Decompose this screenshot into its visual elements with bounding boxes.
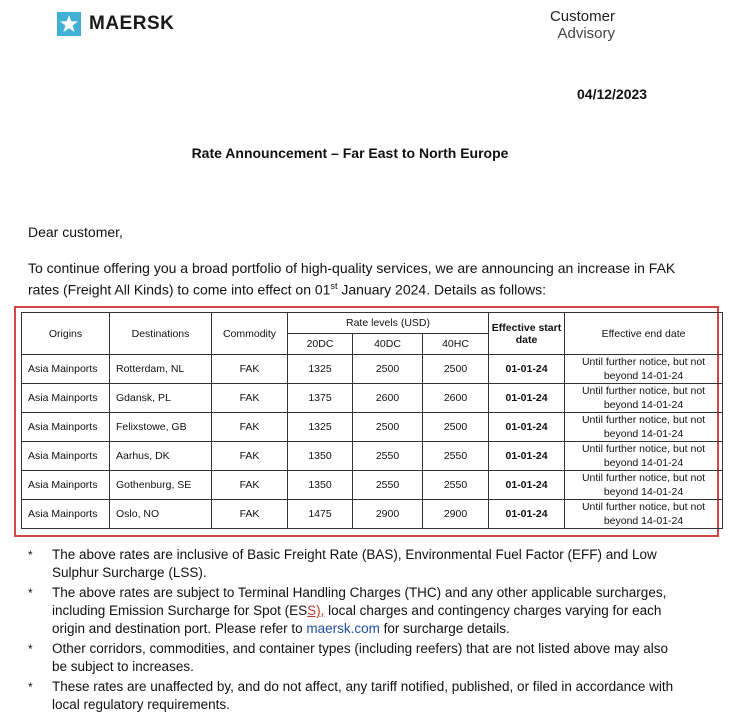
cell-commodity: FAK xyxy=(212,384,288,413)
header-rate-levels: Rate levels (USD) xyxy=(288,313,489,334)
table-row xyxy=(22,500,723,529)
cell-20dc: 1375 xyxy=(288,384,353,413)
advisory-line-2: Advisory xyxy=(557,25,615,42)
cell-40hc: 2550 xyxy=(423,471,489,500)
intro-text-a: To continue offering you a broad portfolio of high-quality services, we are announcing an increase in FAK rates (Freight All Kinds) to come into effect on 01 xyxy=(28,260,676,298)
cell-40hc: 2600 xyxy=(423,384,489,413)
table-row xyxy=(22,384,723,413)
cell-start-date: 01-01-24 xyxy=(489,442,565,471)
bullet-marker: * xyxy=(28,548,33,562)
end-date-line-2: beyond 14-01-24 xyxy=(603,399,684,411)
cell-40hc: 2900 xyxy=(423,500,489,529)
header-destinations: Destinations xyxy=(110,313,212,355)
cell-start-date: 01-01-24 xyxy=(489,384,565,413)
cell-origin: Asia Mainports xyxy=(22,471,110,500)
cell-destination: Gothenburg, SE xyxy=(110,471,212,500)
cell-commodity: FAK xyxy=(212,500,288,529)
notes-list xyxy=(20,546,675,716)
header-origins: Origins xyxy=(22,313,110,355)
cell-20dc: 1350 xyxy=(288,442,353,471)
cell-start-date: 01-01-24 xyxy=(489,500,565,529)
bullet-marker: * xyxy=(28,642,33,656)
intro-sup: st xyxy=(330,281,338,291)
cell-commodity: FAK xyxy=(212,471,288,500)
cell-40dc: 2550 xyxy=(353,471,423,500)
salutation: Dear customer, xyxy=(28,224,123,240)
end-date-line-1: Until further notice, but not xyxy=(581,356,706,368)
cell-destination: Rotterdam, NL xyxy=(110,355,212,384)
cell-end-date xyxy=(565,384,723,413)
end-date-line-2: beyond 14-01-24 xyxy=(603,486,684,498)
end-date-line-2: beyond 14-01-24 xyxy=(603,428,684,440)
star-icon xyxy=(57,12,81,36)
note-text: The above rates are inclusive of Basic Freight Rate (BAS), Environmental Fuel Factor (EFF) and Low Sulphur Surcharge (LSS). xyxy=(52,547,657,580)
end-date-line-1: Until further notice, but not xyxy=(581,414,706,426)
document-date: 04/12/2023 xyxy=(577,86,648,102)
brand-name: MAERSK xyxy=(89,13,175,34)
end-date-line-2: beyond 14-01-24 xyxy=(603,370,684,382)
cell-40dc: 2500 xyxy=(353,355,423,384)
header-40dc: 40DC xyxy=(353,334,423,355)
cell-20dc: 1475 xyxy=(288,500,353,529)
end-date-line-1: Until further notice, but not xyxy=(581,385,706,397)
cell-start-date: 01-01-24 xyxy=(489,355,565,384)
note-text-d: for surcharge details. xyxy=(379,621,510,636)
end-date-line-1: Until further notice, but not xyxy=(581,501,706,513)
maersk-logo xyxy=(57,12,174,36)
cell-end-date xyxy=(565,442,723,471)
cell-40dc: 2550 xyxy=(353,442,423,471)
cell-origin: Asia Mainports xyxy=(22,500,110,529)
note-text-marked: S), xyxy=(307,603,325,618)
note-text-a: The above rates are subject to Terminal Handling Charges (THC) and any other applicable surcharges, including Emission Surcharge for Spot (ES xyxy=(52,585,667,618)
cell-20dc: 1325 xyxy=(288,355,353,384)
header-commodity: Commodity xyxy=(212,313,288,355)
cell-40hc: 2500 xyxy=(423,413,489,442)
note-item xyxy=(20,640,675,676)
cell-commodity: FAK xyxy=(212,413,288,442)
cell-commodity: FAK xyxy=(212,355,288,384)
header-effective-start: Effective start date xyxy=(489,313,565,355)
cell-destination: Aarhus, DK xyxy=(110,442,212,471)
cell-origin: Asia Mainports xyxy=(22,355,110,384)
intro-paragraph xyxy=(28,259,698,299)
document-title: Rate Announcement – Far East to North Europe xyxy=(191,145,509,161)
cell-40dc: 2500 xyxy=(353,413,423,442)
cell-destination: Felixstowe, GB xyxy=(110,413,212,442)
table-row xyxy=(22,413,723,442)
maersk-link[interactable]: maersk.com xyxy=(306,621,380,636)
note-text: These rates are unaffected by, and do not affect, any tariff notified, published, or filed in accordance with local regulatory requirements. xyxy=(52,679,674,712)
cell-origin: Asia Mainports xyxy=(22,384,110,413)
header-40hc: 40HC xyxy=(423,334,489,355)
cell-origin: Asia Mainports xyxy=(22,442,110,471)
note-text-c: local charges and contingency charges varying for each origin and destination port. Please refer to xyxy=(52,603,662,636)
cell-end-date xyxy=(565,355,723,384)
cell-origin: Asia Mainports xyxy=(22,413,110,442)
end-date-line-2: beyond 14-01-24 xyxy=(603,457,684,469)
document-type xyxy=(550,8,615,42)
rates-table xyxy=(21,312,723,529)
end-date-line-1: Until further notice, but not xyxy=(581,443,706,455)
cell-end-date xyxy=(565,471,723,500)
note-item xyxy=(20,546,675,582)
cell-start-date: 01-01-24 xyxy=(489,471,565,500)
note-item xyxy=(20,678,675,714)
cell-20dc: 1325 xyxy=(288,413,353,442)
cell-40dc: 2900 xyxy=(353,500,423,529)
header-effective-end: Effective end date xyxy=(565,313,723,355)
note-text: Other corridors, commodities, and container types (including reefers) that are not listed above may also be subject to increases. xyxy=(52,641,669,674)
table-row xyxy=(22,471,723,500)
end-date-line-1: Until further notice, but not xyxy=(581,472,706,484)
cell-20dc: 1350 xyxy=(288,471,353,500)
bullet-marker: * xyxy=(28,586,33,600)
cell-start-date: 01-01-24 xyxy=(489,413,565,442)
cell-commodity: FAK xyxy=(212,442,288,471)
cell-40dc: 2600 xyxy=(353,384,423,413)
cell-destination: Oslo, NO xyxy=(110,500,212,529)
cell-40hc: 2500 xyxy=(423,355,489,384)
cell-end-date xyxy=(565,413,723,442)
bullet-marker: * xyxy=(28,680,33,694)
table-row xyxy=(22,442,723,471)
note-item xyxy=(20,584,675,638)
cell-destination: Gdansk, PL xyxy=(110,384,212,413)
advisory-line-1: Customer xyxy=(549,8,615,25)
intro-text-b: January 2024. Details as follows: xyxy=(337,281,547,298)
header-20dc: 20DC xyxy=(288,334,353,355)
cell-end-date xyxy=(565,500,723,529)
cell-40hc: 2550 xyxy=(423,442,489,471)
table-row xyxy=(22,355,723,384)
end-date-line-2: beyond 14-01-24 xyxy=(603,515,684,527)
